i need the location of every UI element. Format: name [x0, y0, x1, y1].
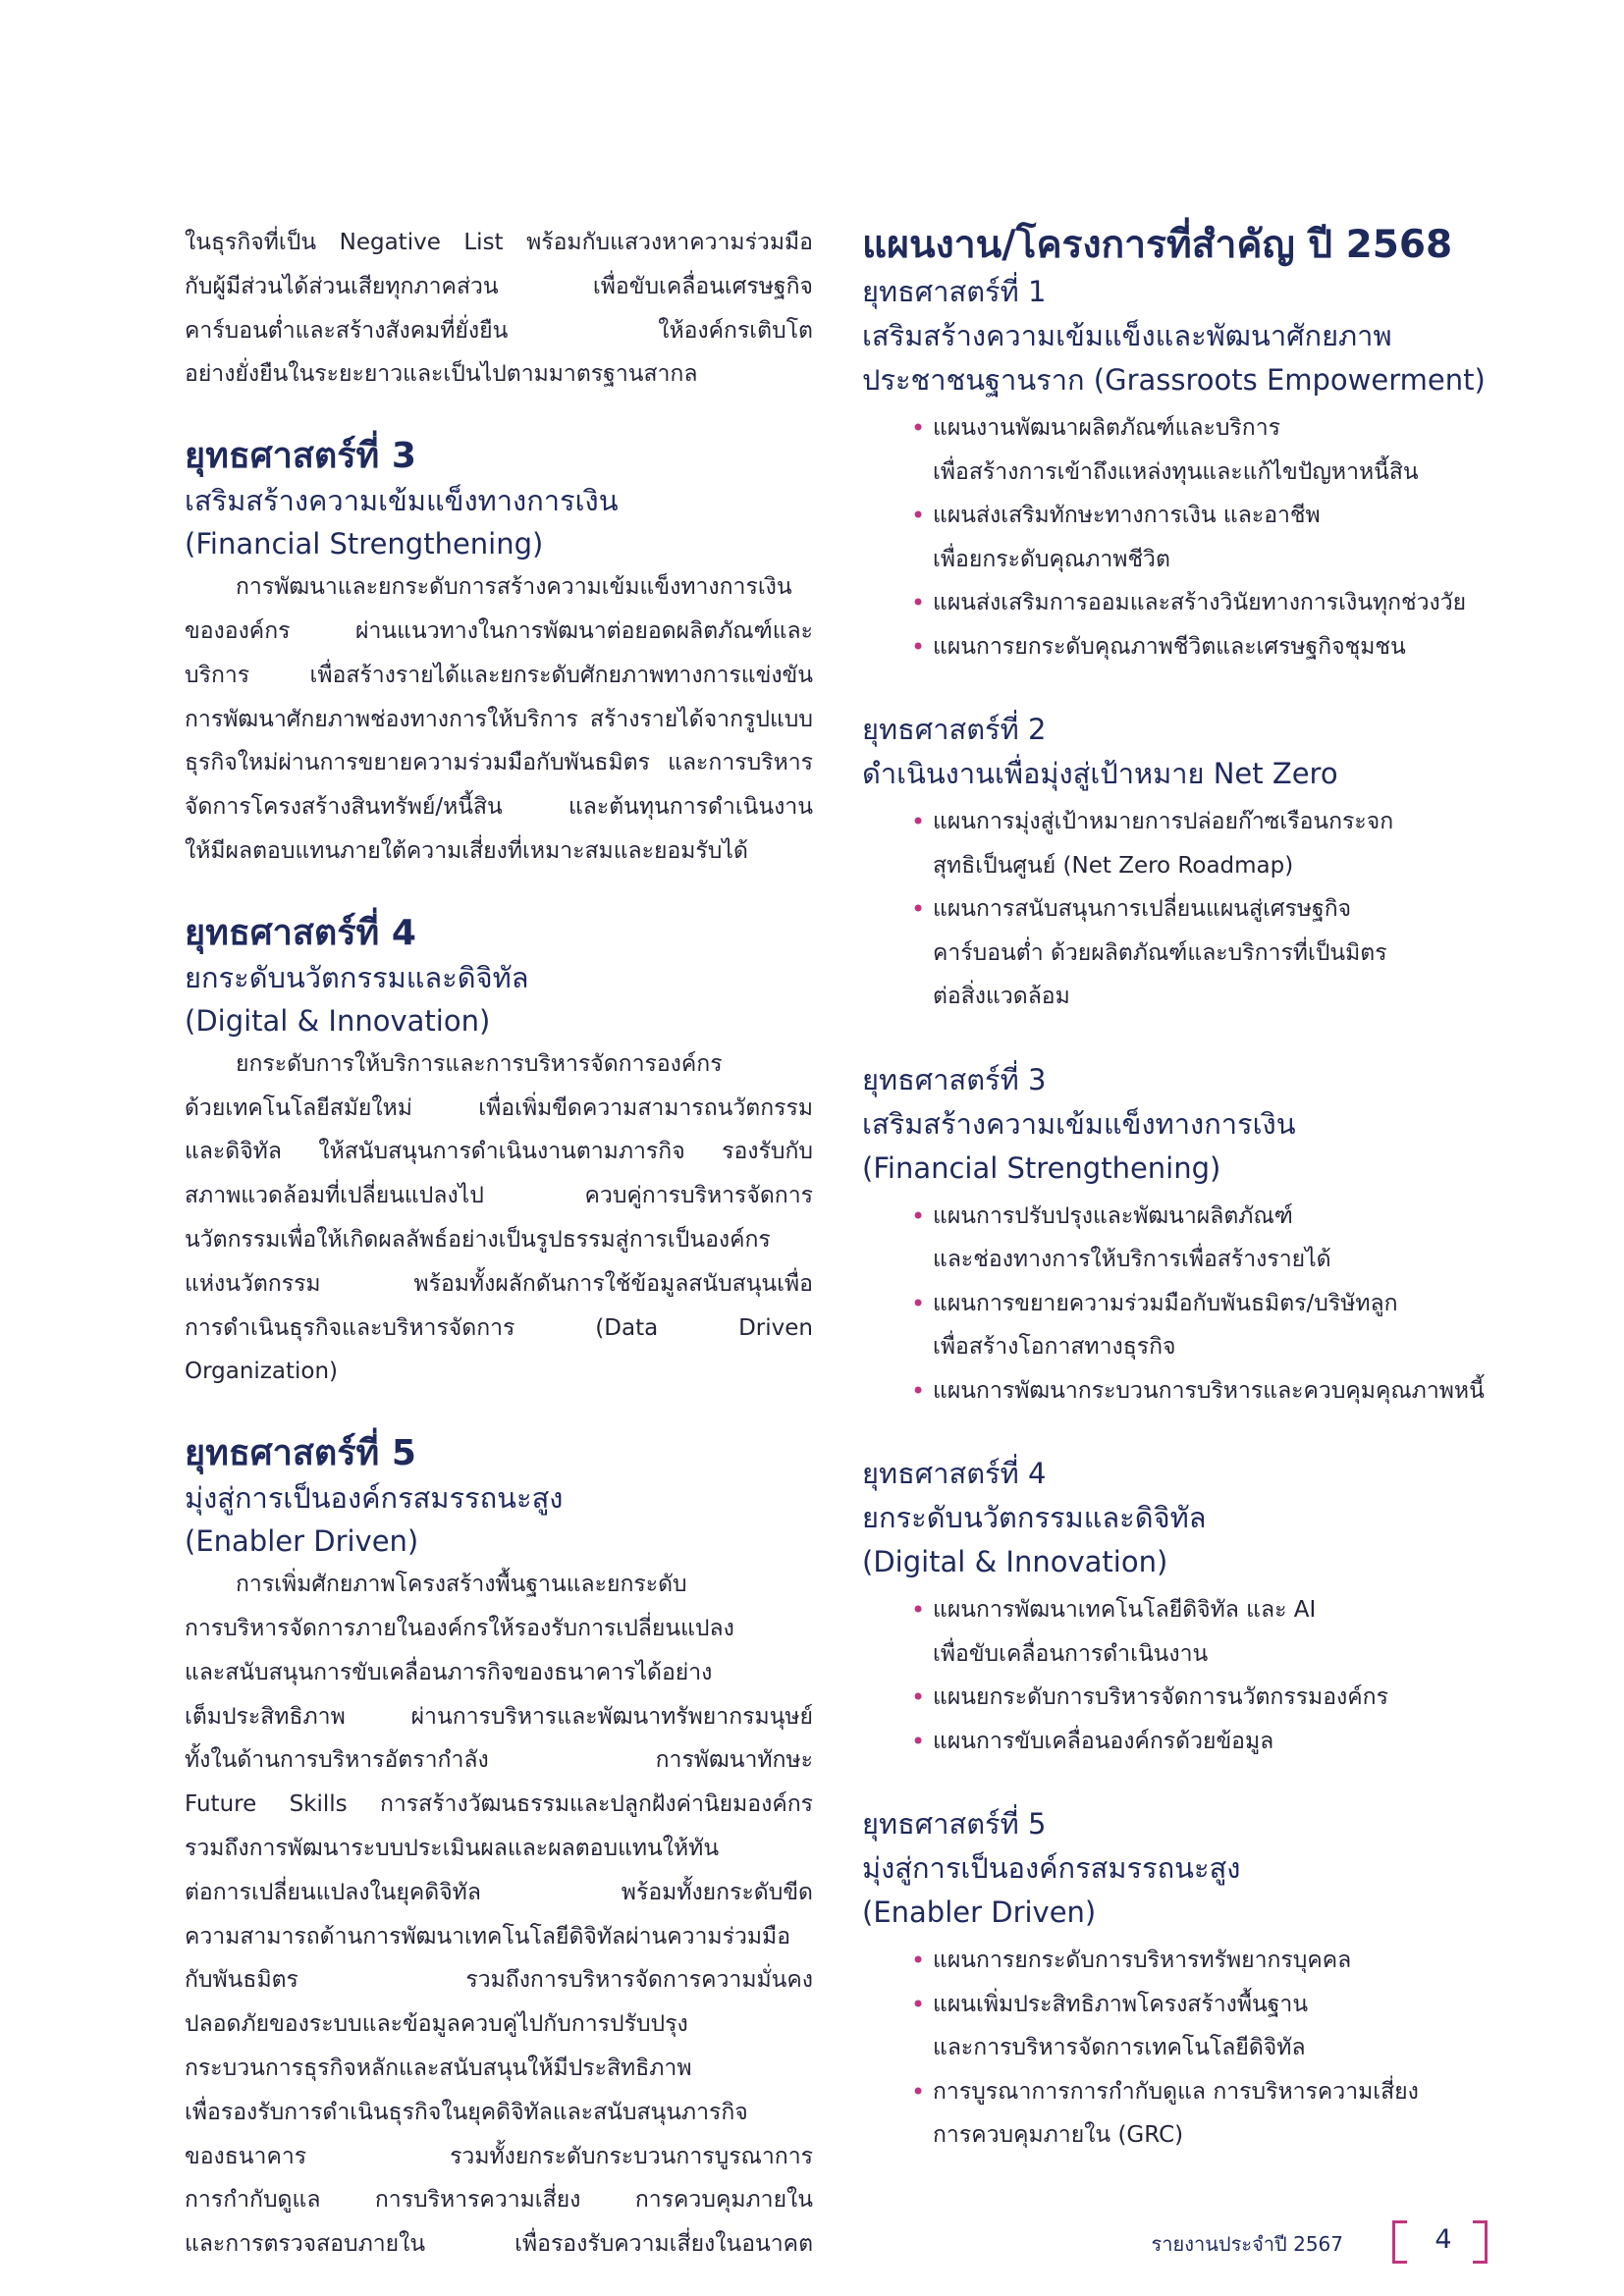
group-heading: ยุทธศาสตร์ที่ 3 — [862, 1062, 1047, 1096]
list-item: • แผนการขับเคลื่อนองค์กรด้วยข้อมูล — [911, 1720, 1490, 1764]
section-subtitle: มุ่งสู่การเป็นองค์กรสมรรถนะสูง — [185, 1481, 564, 1516]
section-paragraph: การเพิ่มศักยภาพโครงสร้างพื้นฐานและยกระดับ การบริหารจัดการภายในองค์กรให้รองรับการเปลี่ยนแปลง และสนับสนุนการขับเคลื่อนภารกิจของธนาคารได้อย่าง เต็มประสิทธิภาพ ผ่านการบริหารและพัฒนาทรัพยากรมนุษย์ ทั้งในด้านการบริหารอัตรากำลัง การพัฒนาทักษะ Future Skills การสร้างวัฒนธรรมและปลูกฝังค่านิยมองค์กร รวมถึงการพัฒนาระบบประเมินผลและผลตอบแทนให้ทัน ต่อการเปลี่ยนแปลงในยุคดิจิทัล พร้อมทั้งยกระดับขีด ความสามารถด้านการพัฒนาเทคโนโลยีดิจิทัลผ่านความร่วมมือ กับพันธมิตร รวมถึงการบริหารจัดการความมั่นคง ปลอดภัยของระบบและข้อมูลควบคู่ไปกับการปรับปรุง กระบวนการธุรกิจหลักและสนับสนุนให้มีประสิทธิภาพ เพื่อรองรับการดำเนินธุรกิจในยุคดิจิทัลและสนับสนุนภารกิจ ของธนาคาร รวมทั้งยกระดับกระบวนการบูรณาการ การกำกับดูแล การบริหารความเสี่ยง การควบคุมภายใน และการตรวจสอบภายใน เพื่อรองรับความเสี่ยงในอนาคต — [185, 1572, 813, 2258]
group-heading: (Enabler Driven) — [862, 1896, 1097, 1929]
group-heading: ยุทธศาสตร์ที่ 1 — [862, 275, 1047, 308]
bullet-icon: • — [911, 589, 926, 616]
list-item: • แผนยกระดับการบริหารจัดการนวัตกรรมองค์กร — [911, 1676, 1490, 1720]
intro-paragraph: ในธุรกิจที่เป็น Negative List พร้อมกับแสวงหาความร่วมมือ กับผู้มีส่วนได้ส่วนเสียทุกภาคส่วน เพื่อขับเคลื่อนเศรษฐกิจ คาร์บอนต่ำและสร้างสังคมที่ยั่งยืน ให้องค์กรเติบโต อย่างยั่งยืนในระยะยาวและเป็นไปตามมาตรฐานสากล — [185, 230, 813, 388]
group-heading: ประชาชนฐานราก (Grassroots Empowerment) — [862, 363, 1486, 397]
group-heading: ยุทธศาสตร์ที่ 5 — [862, 1807, 1047, 1841]
bullet-icon: • — [911, 1947, 926, 1974]
page-title: แผนงาน/โครงการที่สำคัญ ปี 2568 — [862, 223, 1453, 267]
plan-list — [862, 1588, 1490, 1763]
bullet-icon: • — [911, 808, 926, 835]
list-item: • แผนส่งเสริมการออมและสร้างวินัยทางการเงินทุกช่วงวัย — [911, 581, 1490, 625]
section-title: ยุทธศาสตร์ที่ 5 — [185, 1433, 416, 1474]
strategy-3-section — [185, 434, 813, 874]
bracket-left-icon — [1392, 2220, 1407, 2264]
list-item: • แผนส่งเสริมทักษะทางการเงิน และอาชีพ เพื่อยกระดับคุณภาพชีวิต — [911, 494, 1490, 581]
strategy-5-section — [185, 1431, 813, 2267]
bullet-icon: • — [911, 632, 926, 661]
section-paragraph: การพัฒนาและยกระดับการสร้างความเข้มแข็งทางการเงิน ขององค์กร ผ่านแนวทางในการพัฒนาต่อยอดผลิตภัณฑ์และ บริการ เพื่อสร้างรายได้และยกระดับศักยภาพทางการแข่งขัน การพัฒนาศักยภาพช่องทางการให้บริการ สร้างรายได้จากรูปแบบ ธุรกิจใหม่ผ่านการขยายความร่วมมือกับพันธมิตร และการบริหาร จัดการโครงสร้างสินทรัพย์/หนี้สิน และต้นทุนการดำเนินงาน ให้มีผลตอบแทนภายใต้ความเสี่ยงที่เหมาะสมและยอมรับได้ — [185, 574, 813, 864]
list-item: • แผนการสนับสนุนการเปลี่ยนแผนสู่เศรษฐกิจ คาร์บอนต่ำ ด้วยผลิตภัณฑ์และบริการที่เป็นมิตร ต่อสิ่งแวดล้อม — [911, 887, 1490, 1019]
list-item: • แผนการปรับปรุงและพัฒนาผลิตภัณฑ์ และช่องทางการให้บริการเพื่อสร้างรายได้ — [911, 1195, 1490, 1282]
bullet-icon: • — [911, 1727, 926, 1755]
list-item: • การบูรณาการการกำกับดูแล การบริหารความเสี่ยง การควบคุมภายใน (GRC) — [911, 2070, 1490, 2158]
plan-group-4 — [862, 1452, 1490, 1763]
list-item: • แผนการพัฒนาเทคโนโลยีดิจิทัล และ AI เพื่อขับเคลื่อนการดำเนินงาน — [911, 1588, 1490, 1676]
section-subtitle-en: (Enabler Driven) — [185, 1524, 419, 1559]
group-heading: (Digital & Innovation) — [862, 1545, 1168, 1578]
bullet-icon: • — [911, 414, 926, 442]
list-item: • แผนการขยายความร่วมมือกับพันธมิตร/บริษัทลูก เพื่อสร้างโอกาสทางธุรกิจ — [911, 1282, 1490, 1369]
section-subtitle: ยกระดับนวัตกรรมและดิจิทัล — [185, 960, 529, 994]
group-heading: (Financial Strengthening) — [862, 1150, 1221, 1185]
page-footer — [1151, 2220, 1492, 2264]
list-item: • แผนการมุ่งสู่เป้าหมายการปล่อยก๊าซเรือนกระจก สุทธิเป็นศูนย์ (Net Zero Roadmap) — [911, 800, 1490, 887]
bullet-icon: • — [911, 2077, 926, 2106]
group-heading: มุ่งสู่การเป็นองค์กรสมรรถนะสูง — [862, 1851, 1241, 1885]
bracket-right-icon — [1473, 2220, 1488, 2264]
plan-list — [862, 800, 1490, 1019]
group-heading: เสริมสร้างความเข้มแข็งและพัฒนาศักยภาพ — [862, 319, 1392, 352]
plan-list — [862, 406, 1490, 668]
plan-group-5 — [862, 1802, 1490, 2158]
bullet-icon: • — [911, 1683, 926, 1711]
bullet-icon: • — [911, 1376, 926, 1405]
list-item: • แผนการพัฒนากระบวนการบริหารและควบคุมคุณภาพหนี้ — [911, 1369, 1490, 1414]
group-heading: เสริมสร้างความเข้มแข็งทางการเงิน — [862, 1106, 1296, 1141]
bullet-icon: • — [911, 1596, 926, 1624]
plan-group-3 — [862, 1058, 1490, 1414]
section-subtitle-en: (Financial Strengthening) — [185, 527, 544, 561]
plan-group-1 — [862, 270, 1490, 668]
section-paragraph: ยกระดับการให้บริการและการบริหารจัดการองค์กร ด้วยเทคโนโลยีสมัยใหม่ เพื่อเพิ่มขีดความสามารถนวัตกรรม และดิจิทัล ให้สนับสนุนการดำเนินงานตามภารกิจ รองรับกับ สภาพแวดล้อมที่เปลี่ยนแปลงไป ควบคู่การบริหารจัดการ นวัตกรรมเพื่อให้เกิดผลลัพธ์อย่างเป็นรูปธรรมสู่การเป็นองค์กร แห่งนวัตกรรม พร้อมทั้งผลักดันการใช้ข้อมูลสนับสนุนเพื่อ การดำเนินธุรกิจและบริหารจัดการ (Data Driven Organization) — [185, 1050, 813, 1385]
bullet-icon: • — [911, 502, 926, 529]
section-title: ยุทธศาสตร์ที่ 4 — [185, 912, 416, 953]
list-item: • แผนเพิ่มประสิทธิภาพโครงสร้างพื้นฐาน และการบริหารจัดการเทคโนโลยีดิจิทัล — [911, 1983, 1490, 2070]
section-subtitle-en: (Digital & Innovation) — [185, 1003, 491, 1038]
list-item: • แผนงานพัฒนาผลิตภัณฑ์และบริการ เพื่อสร้างการเข้าถึงแหล่งทุนและแก้ไขปัญหาหนี้สิน — [911, 406, 1490, 494]
bullet-icon: • — [911, 1289, 926, 1317]
page-number: 4 — [1435, 2224, 1452, 2255]
section-title: ยุทธศาสตร์ที่ 3 — [185, 436, 416, 477]
group-heading: ยุทธศาสตร์ที่ 2 — [862, 713, 1047, 746]
left-column — [185, 221, 813, 2267]
bullet-icon: • — [911, 1201, 926, 1230]
group-heading: ดำเนินงานเพื่อมุ่งสู่เป้าหมาย Net Zero — [862, 757, 1338, 790]
list-item: • แผนการยกระดับคุณภาพชีวิตและเศรษฐกิจชุมชน — [911, 625, 1490, 669]
bullet-icon: • — [911, 1990, 926, 2018]
plan-list — [862, 1939, 1490, 2158]
group-heading: ยกระดับนวัตกรรมและดิจิทัล — [862, 1501, 1207, 1534]
right-column — [862, 221, 1490, 2158]
report-title: รายงานประจำปี 2567 — [1151, 2232, 1343, 2256]
plan-group-2 — [862, 708, 1490, 1019]
group-heading: ยุทธศาสตร์ที่ 4 — [862, 1457, 1047, 1490]
list-item: • แผนการยกระดับการบริหารทรัพยากรบุคคล — [911, 1939, 1490, 1983]
plan-list — [862, 1195, 1490, 1414]
strategy-4-section — [185, 911, 813, 1394]
section-subtitle: เสริมสร้างความเข้มแข็งทางการเงิน — [185, 484, 619, 518]
bullet-icon: • — [911, 895, 926, 923]
